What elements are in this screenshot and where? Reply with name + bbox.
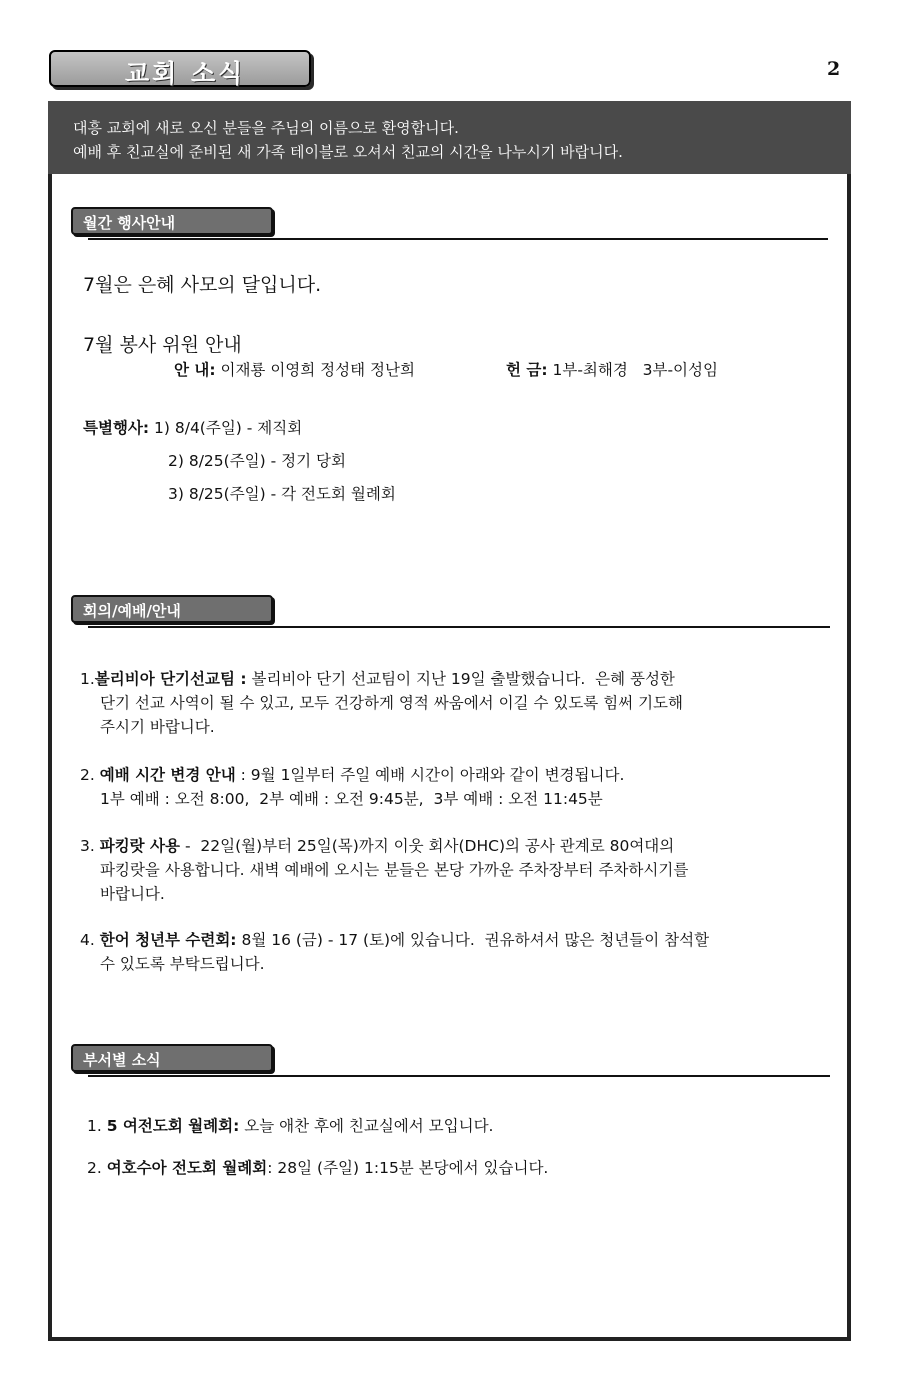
dept-title: 5 여전도회 월례회: (106, 1117, 240, 1135)
special-item-3: 3) 8/25(주일) - 각 전도회 월례회 (168, 485, 396, 503)
notice-item-1-line-3: 주시기 바랍니다. (100, 718, 215, 736)
notice-item-1 (80, 667, 675, 691)
notice-text: - 22일(월)부터 25일(목)까지 이웃 회사(DHC)의 공사 관계로 80여대의 (184, 837, 675, 855)
notice-item-4 (80, 928, 709, 952)
dept-item-2 (87, 1156, 548, 1180)
notice-item-3-line-2: 파킹랏을 사용합니다. 새벽 예배에 오시는 분들은 본당 가까운 주차장부터 주차하시기를 (100, 861, 689, 879)
offering-names: 1부-최해경 3부-이성임 (552, 361, 718, 379)
notice-item-3 (80, 834, 674, 858)
department-news-tab (71, 1044, 273, 1072)
department-news-tab-label: 부서별 소식 (83, 1051, 161, 1069)
notice-text: 볼리비아 단기 선교팀이 지난 19일 출발했습니다. 은혜 풍성한 (251, 670, 675, 688)
notice-item-4-line-2: 수 있도록 부탁드립니다. (100, 955, 265, 973)
usher-row (174, 358, 415, 382)
notice-title: 파킹랏 사용 (99, 837, 180, 855)
monthly-events-tab (71, 207, 273, 235)
notice-title: 볼리비아 단기선교팀 : (94, 670, 247, 688)
dept-title: 여호수아 전도회 월례회 (106, 1159, 268, 1177)
special-item-2: 2) 8/25(주일) - 정기 당회 (168, 452, 346, 470)
volunteer-title: 7월 봉사 위원 안내 (83, 334, 242, 356)
monthly-headline: 7월은 은혜 사모의 달입니다. (83, 274, 322, 296)
section-divider (88, 1075, 830, 1077)
usher-label: 안 내: (174, 361, 216, 379)
notice-item-2-line-2: 1부 예배 : 오전 8:00, 2부 예배 : 오전 9:45분, 3부 예배 : 오전 11:45분 (100, 790, 603, 808)
notice-number: 2. (80, 766, 95, 784)
notice-number: 4. (80, 931, 95, 949)
dept-text: : 28일 (주일) 1:15분 본당에서 있습니다. (267, 1159, 549, 1177)
meeting-notice-tab-label: 회의/예배/안내 (83, 602, 181, 620)
notice-text: : 9월 1일부터 주일 예배 시간이 아래와 같이 변경됩니다. (240, 766, 625, 784)
dept-number: 2. (87, 1159, 102, 1177)
welcome-line-2: 예배 후 친교실에 준비된 새 가족 테이블로 오셔서 친교의 시간을 나누시기 바랍니다. (73, 143, 623, 161)
notice-item-3-line-3: 바랍니다. (100, 885, 165, 903)
usher-names: 이재룡 이영희 정성태 정난희 (220, 361, 415, 379)
monthly-events-tab-label: 월간 행사안내 (83, 214, 176, 232)
offering-row (506, 358, 718, 382)
notice-title: 한어 청년부 수련회: (99, 931, 237, 949)
page-number: 2 (827, 58, 841, 80)
special-item-1: 1) 8/4(주일) - 제직회 (154, 419, 303, 437)
special-label: 특별행사: (83, 419, 150, 437)
section-title-tab (49, 50, 311, 87)
notice-number: 3. (80, 837, 95, 855)
notice-text: 8월 16 (금) - 17 (토)에 있습니다. 권유하셔서 많은 청년들이 참석할 (241, 931, 710, 949)
meeting-notice-tab (71, 595, 273, 623)
welcome-banner (48, 101, 851, 174)
dept-text: 오늘 애찬 후에 친교실에서 모입니다. (239, 1117, 494, 1135)
dept-number: 1. (87, 1117, 102, 1135)
notice-number: 1. (80, 670, 95, 688)
section-divider (88, 626, 830, 628)
section-divider (88, 238, 828, 240)
notice-item-1-line-2: 단기 선교 사역이 될 수 있고, 모두 건강하게 영적 싸움에서 이길 수 있도록 힘써 기도해 (100, 694, 683, 712)
notice-item-2 (80, 763, 624, 787)
dept-item-1 (87, 1114, 494, 1138)
welcome-line-1: 대흥 교회에 새로 오신 분들을 주님의 이름으로 환영합니다. (73, 119, 459, 137)
page-title: 교회 소식 (125, 59, 246, 88)
offering-label: 헌 금: (506, 361, 548, 379)
notice-title: 예배 시간 변경 안내 (99, 766, 236, 784)
special-events-row (83, 416, 302, 440)
